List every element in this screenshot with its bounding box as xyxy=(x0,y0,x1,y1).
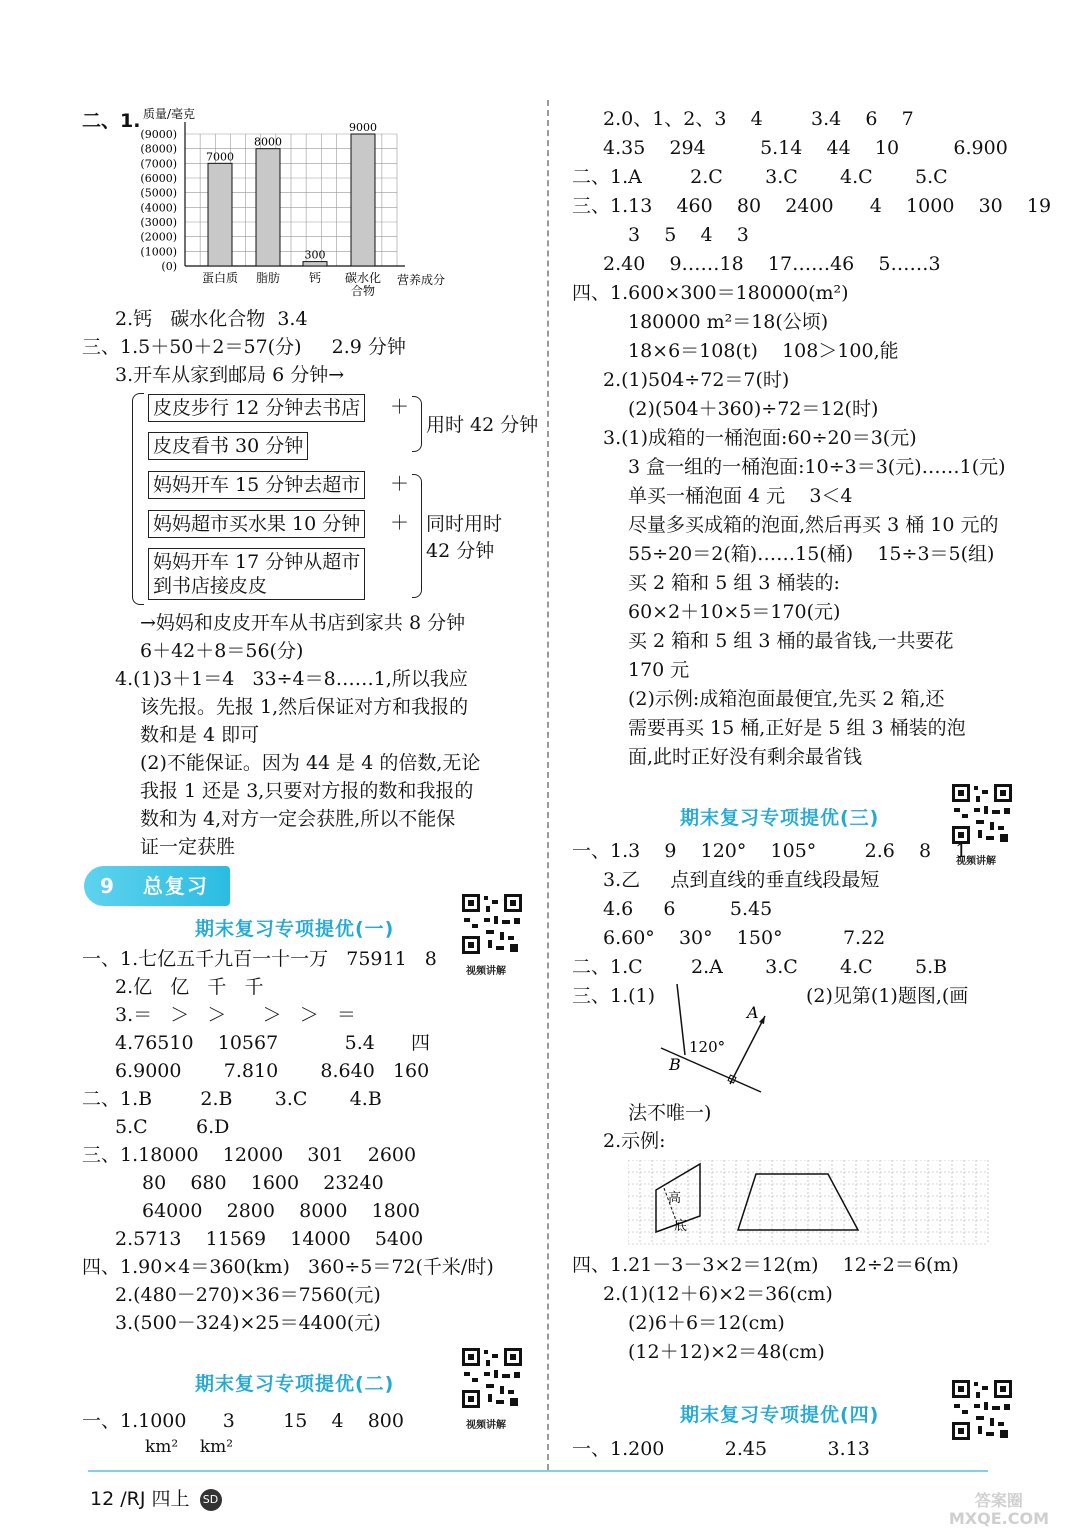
chart-category-label: 脂肪 xyxy=(255,271,281,285)
chapter-badge xyxy=(84,866,230,906)
chart-ytick-label: (4000) xyxy=(140,201,177,215)
right-line: 3.(1)成箱的一桶泡面:60÷20＝3(元) xyxy=(603,427,917,449)
sec1-line: 三、1.18000 12000 301 2600 xyxy=(82,1144,417,1166)
sec3-line: (2)见第(1)题图,(画 xyxy=(806,985,969,1007)
time-label-b1: 同时用时 xyxy=(426,513,503,535)
right-line: 180000 m²＝18(公顷) xyxy=(628,311,829,333)
chart-ytick-label: (5000) xyxy=(140,186,177,200)
qr-caption: 视频讲解 xyxy=(956,856,996,867)
chart-bar xyxy=(351,134,375,266)
sec2-line: km² km² xyxy=(145,1437,234,1457)
right-line: 4.35 294 5.14 44 10 6.900 xyxy=(603,137,1008,159)
plus-sign-1: ＋ xyxy=(390,396,410,418)
flow-box-5: 妈妈开车 17 分钟从超市 到书店接皮皮 xyxy=(148,548,365,600)
chart-bar xyxy=(208,163,232,266)
left-after-line: 4.(1)3＋1＝4 33÷4＝8……1,所以我应 xyxy=(115,668,468,690)
sec4-line: 一、1.200 2.45 3.13 xyxy=(572,1438,870,1460)
sec1-line: 2.5713 11569 14000 5400 xyxy=(115,1228,424,1250)
chart-bar xyxy=(256,149,280,266)
sec2-line: 一、1.1000 3 15 4 800 xyxy=(82,1410,404,1432)
nutrition-bar-chart xyxy=(125,104,470,304)
left-after-line: 我报 1 还是 3,只要对方报的数和我报的 xyxy=(140,780,474,802)
sec1-line: 一、1.七亿五千九百一十一万 75911 8 xyxy=(82,948,437,970)
chart-value-label: 300 xyxy=(304,248,326,262)
flow-box-3: 妈妈开车 15 分钟去超市 xyxy=(148,471,365,499)
chapter-title: 总复习 xyxy=(142,874,209,898)
section-title-4: 期末复习专项提优(四) xyxy=(680,1404,880,1426)
left-after-line: 数和是 4 即可 xyxy=(140,724,260,746)
right-line: 18×6＝108(t) 108＞100,能 xyxy=(628,340,899,362)
time-label-a: 用时 42 分钟 xyxy=(426,414,539,436)
flow-box-2: 皮皮看书 30 分钟 xyxy=(148,432,308,460)
sec1-line: 5.C 6.D xyxy=(115,1116,230,1138)
chart-ytick-label: (9000) xyxy=(140,128,177,141)
sd-badge: SD xyxy=(200,1489,222,1511)
qr-code-icon[interactable] xyxy=(950,782,1014,846)
label-high: 高 xyxy=(668,1191,682,1206)
right-line: 170 元 xyxy=(628,659,690,681)
sec3-line: 3.乙 点到直线的垂直线段最短 xyxy=(603,869,880,891)
watermark-logo: 答案圈 MXQE.COM xyxy=(948,1491,1049,1528)
sec1-line: 3.(500－324)×25＝4400(元) xyxy=(115,1312,381,1334)
sec1-line: 四、1.90×4＝360(km) 360÷5＝72(千米/时) xyxy=(82,1256,494,1278)
flow-box-4: 妈妈超市买水果 10 分钟 xyxy=(148,510,365,538)
chart-ytick-label: (3000) xyxy=(140,216,177,229)
section-title-1: 期末复习专项提优(一) xyxy=(195,918,395,940)
chapter-number: 9 xyxy=(100,874,114,898)
left-after-line: →妈妈和皮皮开车从书店到家共 8 分钟 xyxy=(140,612,466,634)
left-after-line: 该先报。先报 1,然后保证对方和我报的 xyxy=(140,696,469,718)
qr-caption: 视频讲解 xyxy=(466,966,506,977)
sec3-line: 法不唯一) xyxy=(628,1102,712,1124)
right-line: 二、1.A 2.C 3.C 4.C 5.C xyxy=(572,166,948,188)
right-line: 2.40 9……18 17……46 5……3 xyxy=(603,253,941,275)
sec1-line: 4.76510 10567 5.4 四 xyxy=(115,1032,431,1054)
sec1-line: 2.亿 亿 千 千 xyxy=(115,976,264,998)
qr-code-icon[interactable] xyxy=(950,1378,1014,1442)
sec3-line: (2)6＋6＝12(cm) xyxy=(628,1312,785,1334)
chart-ytick-label: (6000) xyxy=(140,172,177,185)
time-label-b2: 42 分钟 xyxy=(426,540,495,562)
chart-ylabel: 质量/毫克 xyxy=(143,107,196,121)
chart-ytick-label: (8000) xyxy=(140,142,177,156)
plus-sign-3: ＋ xyxy=(390,512,410,534)
page-footer xyxy=(90,1484,222,1511)
right-line: 四、1.600×300＝180000(m²) xyxy=(572,282,849,304)
right-line: 三、1.13 460 80 2400 4 1000 30 19 xyxy=(572,195,1052,217)
right-line: 3 盒一组的一桶泡面:10÷3＝3(元)……1(元) xyxy=(628,456,1006,478)
right-line: 买 2 箱和 5 组 3 桶装的: xyxy=(628,572,840,594)
label-angle: 120° xyxy=(689,1038,726,1056)
chart-ytick-label: (0) xyxy=(161,260,177,273)
right-line: 3 5 4 3 xyxy=(628,224,749,246)
angle-figure xyxy=(655,980,775,1100)
qr-code-icon[interactable] xyxy=(460,1346,524,1410)
chart-value-label: 7000 xyxy=(206,150,234,164)
right-line: 60×2＋10×5＝170(元) xyxy=(628,601,841,623)
flow-box-1: 皮皮步行 12 分钟去书店 xyxy=(148,394,365,422)
left-q3-3-line: 3.开车从家到邮局 6 分钟→ xyxy=(115,364,345,386)
chart-ytick-label: (2000) xyxy=(140,230,177,244)
plus-sign-2: ＋ xyxy=(390,473,410,495)
sec3-line: 二、1.C 2.A 3.C 4.C 5.B xyxy=(572,956,948,978)
sec3-line: 2.(1)(12＋6)×2＝36(cm) xyxy=(603,1283,833,1305)
outer-bracket xyxy=(132,393,144,605)
sec3-line: 一、1.3 9 120° 105° 2.6 8 1 xyxy=(572,840,968,862)
sec3-line: 6.60° 30° 150° 7.22 xyxy=(603,927,886,949)
right-line: 单买一桶泡面 4 元 3＜4 xyxy=(628,485,853,507)
chart-question-label: 二、1. xyxy=(82,110,141,132)
right-brace-1 xyxy=(412,396,422,452)
sec1-line: 80 680 1600 23240 xyxy=(142,1172,384,1194)
sec1-line: 64000 2800 8000 1800 xyxy=(142,1200,420,1222)
chart-category-label: 合物 xyxy=(350,284,376,298)
right-line: (2)示例:成箱泡面最便宜,先买 2 箱,还 xyxy=(628,688,945,710)
sec1-line: 2.(480－270)×36＝7560(元) xyxy=(115,1284,381,1306)
footer-rule xyxy=(88,1470,988,1472)
right-line: 2.(1)504÷72＝7(时) xyxy=(603,369,790,391)
left-q2-line: 2.钙 碳水化合物 3.4 xyxy=(115,308,308,330)
chart-ytick-label: (1000) xyxy=(140,245,177,259)
right-line: 面,此时正好没有剩余最省钱 xyxy=(628,746,863,768)
chart-ytick-label: (7000) xyxy=(140,157,177,171)
chart-bar xyxy=(303,262,327,266)
column-divider xyxy=(547,100,549,1470)
chart-category-label: 碳水化 xyxy=(344,271,382,285)
right-line: 需要再买 15 桶,正好是 5 组 3 桶装的泡 xyxy=(628,717,966,739)
left-after-line: 数和为 4,对方一定会获胜,所以不能保 xyxy=(140,808,456,830)
grid-figure xyxy=(628,1160,990,1246)
chart-category-label: 钙 xyxy=(308,271,322,285)
right-line: 买 2 箱和 5 组 3 桶的最省钱,一共要花 xyxy=(628,630,954,652)
sec3-line: 2.示例: xyxy=(603,1130,666,1152)
chart-value-label: 8000 xyxy=(254,135,282,149)
chart-xlabel: 营养成分 xyxy=(397,273,446,287)
section-title-3: 期末复习专项提优(三) xyxy=(680,807,880,829)
sec1-line: 6.9000 7.810 8.640 160 xyxy=(115,1060,430,1082)
section-title-2: 期末复习专项提优(二) xyxy=(195,1373,395,1395)
right-line: (2)(504＋360)÷72＝12(时) xyxy=(628,398,879,420)
left-after-line: (2)不能保证。因为 44 是 4 的倍数,无论 xyxy=(140,752,481,774)
sec1-line: 3.＝ ＞ ＞ ＞ ＞ ＝ xyxy=(115,1004,356,1026)
left-after-line: 6＋42＋8＝56(分) xyxy=(140,640,304,662)
sec3-line: 四、1.21－3－3×2＝12(m) 12÷2＝6(m) xyxy=(572,1254,959,1276)
chart-value-label: 9000 xyxy=(349,121,377,134)
right-line: 尽量多买成箱的泡面,然后再买 3 桶 10 元的 xyxy=(628,514,999,536)
sec3-line: 4.6 6 5.45 xyxy=(603,898,773,920)
right-line: 2.0、1、2、3 4 3.4 6 7 xyxy=(603,108,914,130)
sec1-line: 二、1.B 2.B 3.C 4.B xyxy=(82,1088,382,1110)
sec3-line: 三、1.(1) xyxy=(572,985,656,1007)
label-b: B xyxy=(669,1055,681,1074)
left-q3-1-line: 三、1.5＋50＋2＝57(分) 2.9 分钟 xyxy=(82,336,406,358)
sec3-line: (12＋12)×2＝48(cm) xyxy=(628,1341,825,1363)
right-line: 55÷20＝2(箱)……15(桶) 15÷3＝5(组) xyxy=(628,543,995,565)
chart-category-label: 蛋白质 xyxy=(201,271,239,285)
footer-text: 12 /RJ 四上 xyxy=(90,1488,190,1510)
qr-caption: 视频讲解 xyxy=(466,1420,506,1431)
right-brace-2 xyxy=(412,474,422,598)
left-after-line: 证一定获胜 xyxy=(140,836,236,858)
qr-code-icon[interactable] xyxy=(460,892,524,956)
label-a: A xyxy=(747,1003,759,1022)
label-base: 底 xyxy=(674,1219,688,1234)
